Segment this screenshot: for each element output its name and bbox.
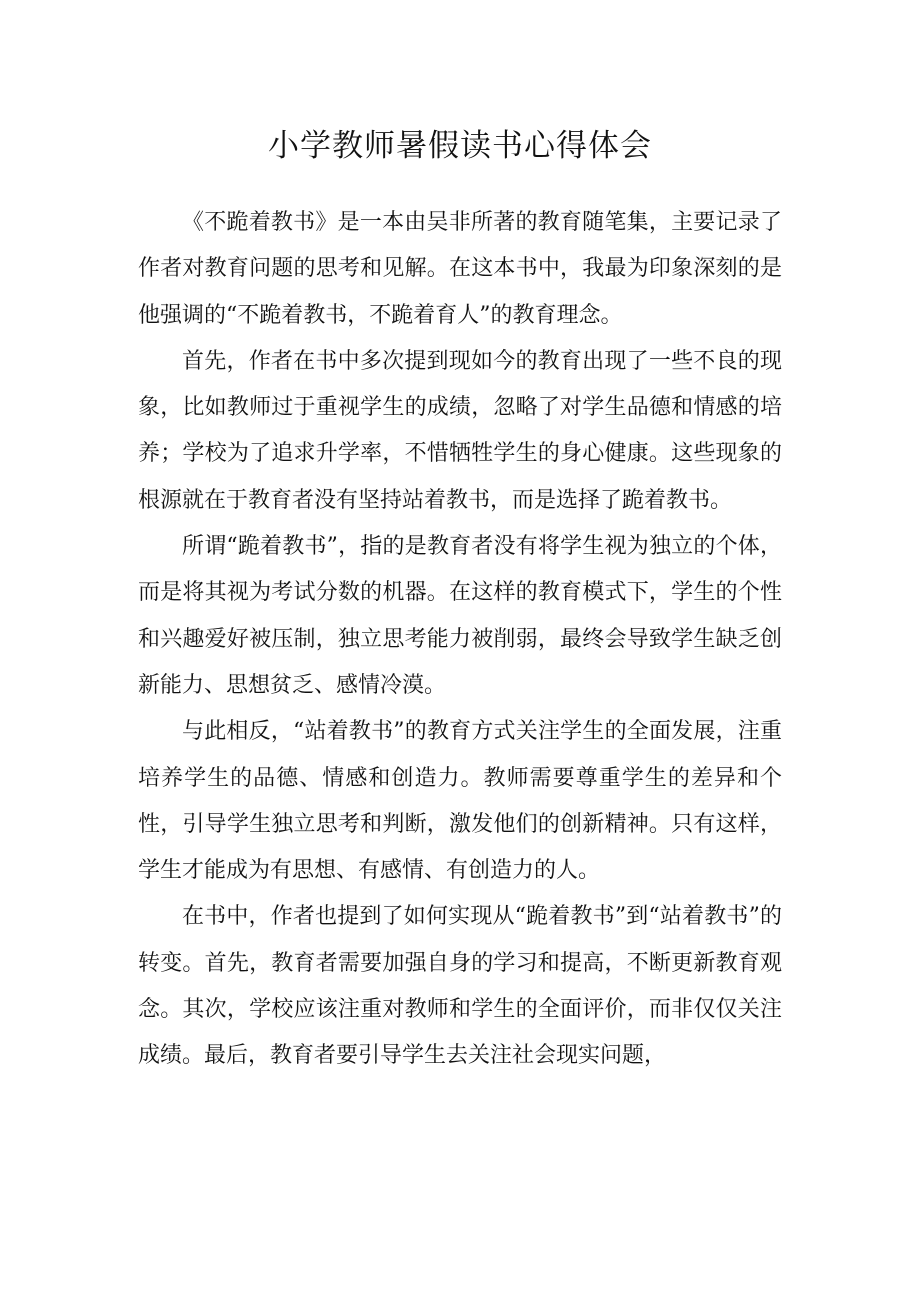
paragraph-3: 所谓“跪着教书”，指的是教育者没有将学生视为独立的个体，而是将其视为考试分数的机器。在这样的教育模式下，学生的个性和兴趣爱好被压制，独立思考能力被削弱，最终会导致学生缺乏创新能力、思想贫乏、感情冷漠。 — [138, 534, 782, 698]
paragraph-1: 《不跪着教书》是一本由吴非所著的教育随笔集，主要记录了作者对教育问题的思考和见解。在这本书中，我最为印象深刻的是他强调的“不跪着教书，不跪着育人”的教育理念。 — [138, 210, 782, 328]
paragraph-5: 在书中，作者也提到了如何实现从“跪着教书”到“站着教书”的转变。首先，教育者需要加强自身的学习和提高，不断更新教育观念。其次，学校应该注重对教师和学生的全面评价，而非仅仅关注成绩。最后，教育者要引导学生去关注社会现实问题， — [138, 904, 782, 1069]
document-body — [138, 200, 782, 1080]
document-title: 小学教师暑假读书心得体会 — [268, 128, 652, 164]
paragraph-2: 首先，作者在书中多次提到现如今的教育出现了一些不良的现象，比如教师过于重视学生的成绩，忽略了对学生品德和情感的培养；学校为了追求升学率，不惜牺牲学生的身心健康。这些现象的根源就在于教育者没有坚持站着教书，而是选择了跪着教书。 — [138, 348, 782, 513]
paragraph-4: 与此相反，“站着教书”的教育方式关注学生的全面发展，注重培养学生的品德、情感和创造力。教师需要尊重学生的差异和个性，引导学生独立思考和判断，激发他们的创新精神。只有这样，学生才能成为有思想、有感情、有创造力的人。 — [138, 719, 782, 884]
